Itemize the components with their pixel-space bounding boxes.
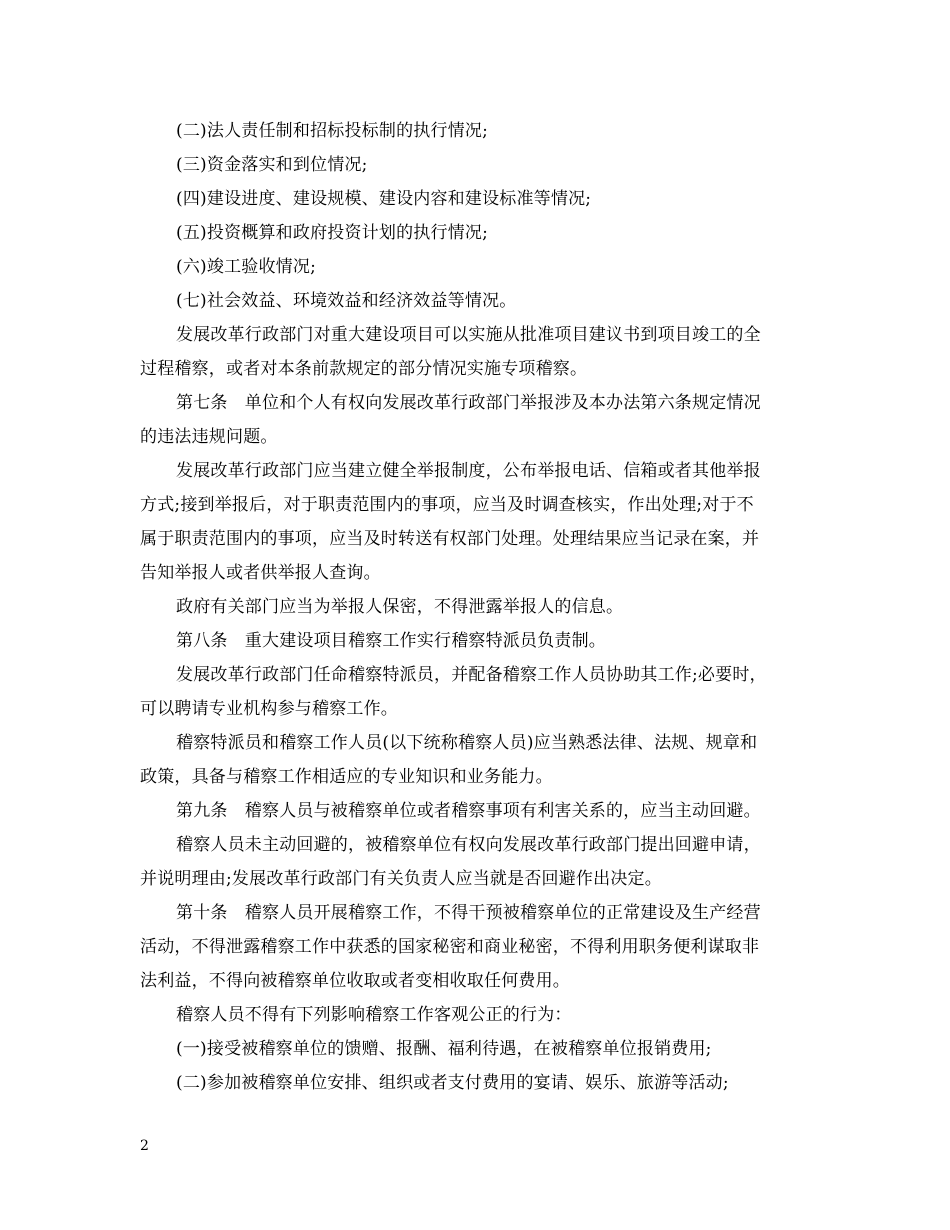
text-line: 告知举报人或者供举报人查询。 xyxy=(140,563,381,583)
text-line: 属于职责范围内的事项，应当及时转送有权部门处理。处理结果应当记录在案，并 xyxy=(140,529,760,549)
text-line: 发展改革行政部门应当建立健全举报制度，公布举报电话、信箱或者其他举报 xyxy=(176,461,761,481)
text-line: 可以聘请专业机构参与稽察工作。 xyxy=(140,699,398,719)
text-line: 稽察人员未主动回避的，被稽察单位有权向发展改革行政部门提出回避申请， xyxy=(176,835,761,855)
text-line: 稽察人员不得有下列影响稽察工作客观公正的行为： xyxy=(176,1005,572,1025)
text-line: 第七条 单位和个人有权向发展改革行政部门举报涉及本办法第六条规定情况 xyxy=(176,393,761,413)
text-line: 政策，具备与稽察工作相适应的专业知识和业务能力。 xyxy=(140,767,553,787)
text-line: 过程稽察，或者对本条前款规定的部分情况实施专项稽察。 xyxy=(140,359,588,379)
text-line: 政府有关部门应当为举报人保密，不得泄露举报人的信息。 xyxy=(176,597,624,617)
page-number: 2 xyxy=(140,1138,149,1154)
text-line: 第九条 稽察人员与被稽察单位或者稽察事项有利害关系的，应当主动回避。 xyxy=(176,801,761,821)
text-line: (二)法人责任制和招标投标制的执行情况; xyxy=(176,121,488,141)
text-line: (二)参加被稽察单位安排、组织或者支付费用的宴请、娱乐、旅游等活动; xyxy=(176,1073,729,1093)
text-line: 法利益，不得向被稽察单位收取或者变相收取任何费用。 xyxy=(140,971,570,991)
text-line: (五)投资概算和政府投资计划的执行情况; xyxy=(176,223,488,243)
text-line: 稽察特派员和稽察工作人员(以下统称稽察人员)应当熟悉法律、法规、规章和 xyxy=(176,733,758,753)
text-line: (六)竣工验收情况; xyxy=(176,257,316,277)
text-line: (四)建设进度、建设规模、建设内容和建设标准等情况; xyxy=(176,189,592,209)
text-line: (三)资金落实和到位情况; xyxy=(176,155,368,175)
text-line: 发展改革行政部门对重大建设项目可以实施从批准项目建议书到项目竣工的全 xyxy=(176,325,761,345)
text-line: 的违法违规问题。 xyxy=(140,427,278,447)
text-line: (七)社会效益、环境效益和经济效益等情况。 xyxy=(176,291,517,311)
text-line: 并说明理由;发展改革行政部门有关负责人应当就是否回避作出决定。 xyxy=(140,869,662,889)
text-line: 第十条 稽察人员开展稽察工作，不得干预被稽察单位的正常建设及生产经营 xyxy=(176,903,761,923)
text-line: 方式;接到举报后，对于职责范围内的事项，应当及时调查核实，作出处理;对于不 xyxy=(140,495,754,515)
text-line: 发展改革行政部门任命稽察特派员，并配备稽察工作人员协助其工作;必要时， xyxy=(176,665,767,685)
text-line: (一)接受被稽察单位的馈赠、报酬、福利待遇，在被稽察单位报销费用; xyxy=(176,1039,712,1059)
text-line: 活动，不得泄露稽察工作中获悉的国家秘密和商业秘密，不得利用职务便利谋取非 xyxy=(140,937,760,957)
text-line: 第八条 重大建设项目稽察工作实行稽察特派员负责制。 xyxy=(176,631,606,651)
